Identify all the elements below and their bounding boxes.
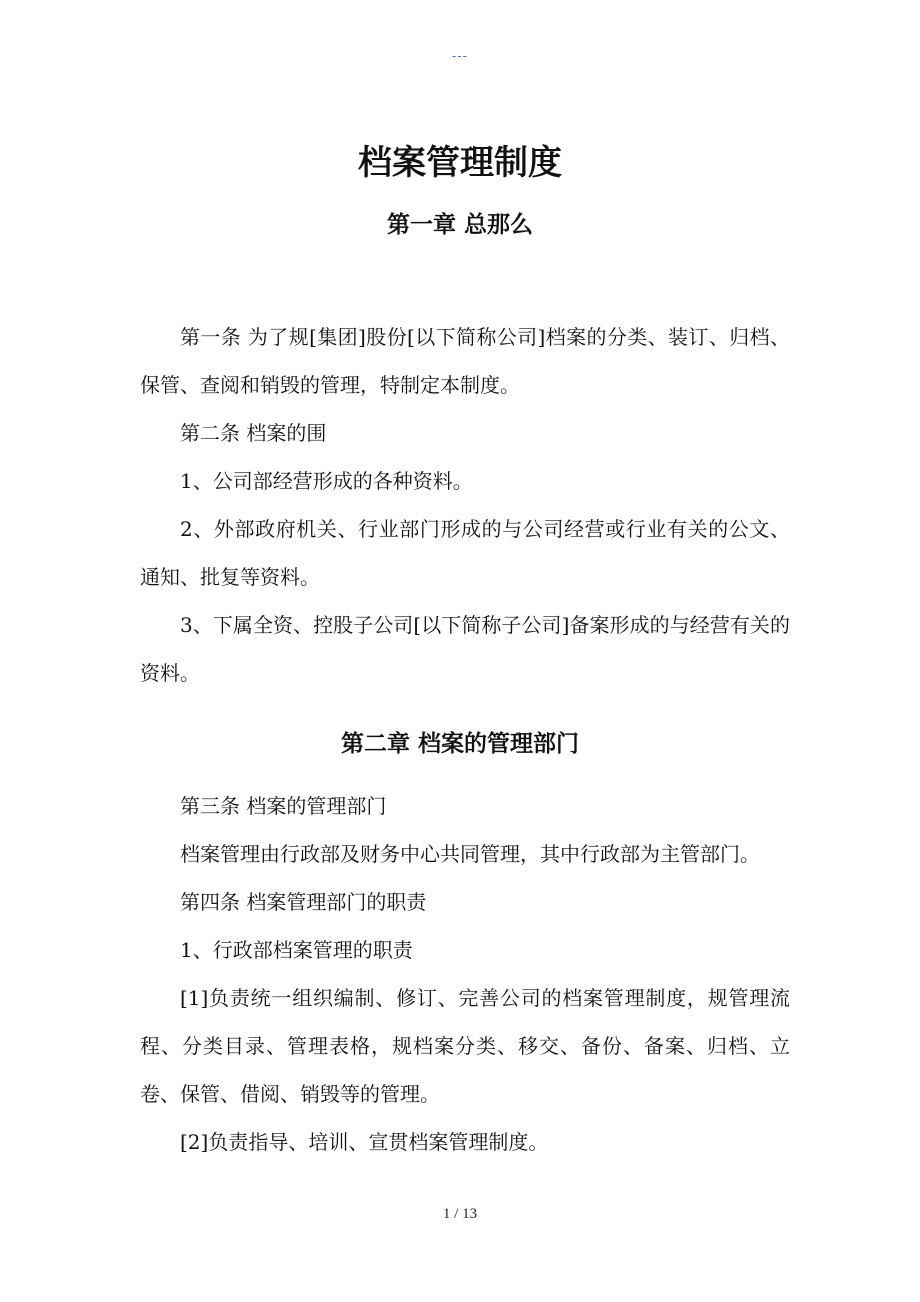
chapter-1-item-2: 2、外部政府机关、行业部门形成的与公司经营或行业有关的公文、通知、批复等资料。 [140,517,790,589]
chapter-1-article-1: 第一条 为了规[集团]股份[以下简称公司]档案的分类、装订、归档、保管、查阅和销毁的管理，特制定本制度。 [140,325,790,397]
chapter-1-heading: 第一章 总那么 [386,212,533,238]
chapter-2-heading: 第二章 档案的管理部门 [340,731,579,757]
chapter-2-article-3: 第三条 档案的管理部门 [180,794,387,818]
chapter-2-article-3-body: 档案管理由行政部及财务中心共同管理，其中行政部为主管部门。 [180,842,760,866]
chapter-2-subitem-1: [1]负责统一组织编制、修订、完善公司的档案管理制度，规管理流程、分类目录、管理表格，规档案分类、移交、备份、备案、归档、立卷、保管、借阅、销毁等的管理。 [140,986,790,1106]
page-number: 1 / 13 [442,1206,478,1222]
chapter-2-subitem-2: [2]负责指导、培训、宣贯档案管理制度。 [180,1130,549,1154]
chapter-2-article-4: 第四条 档案管理部门的职责 [180,890,427,914]
document-title: 档案管理制度 [358,143,562,183]
chapter-1-item-3: 3、下属全资、控股子公司[以下简称子公司]备案形成的与经营有关的资料。 [140,613,790,685]
chapter-2-item-1: 1、行政部档案管理的职责 [180,938,413,962]
chapter-1-item-1: 1、公司部经营形成的各种资料。 [180,469,473,493]
chapter-1-article-2: 第二条 档案的围 [180,421,327,445]
header-mark: --- [452,48,468,63]
